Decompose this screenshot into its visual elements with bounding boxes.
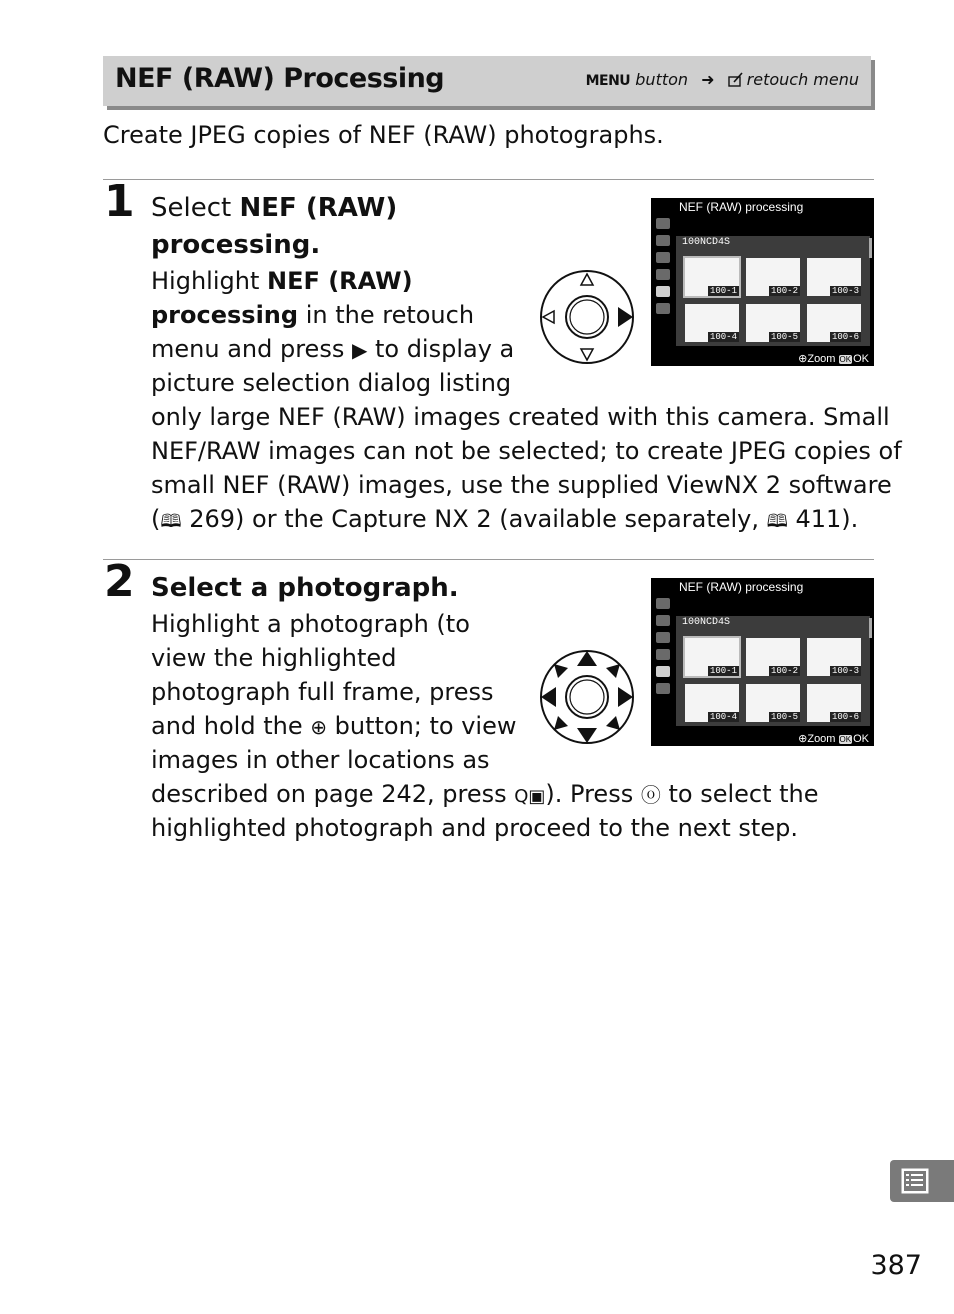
page-number: 387 bbox=[870, 1250, 922, 1281]
zoom-label: Zoom bbox=[807, 733, 836, 745]
text-line: images in other locations as bbox=[151, 746, 490, 774]
thumbnail-label: 100-1 bbox=[709, 286, 737, 296]
text-run: 411). bbox=[787, 505, 859, 533]
thumbnail-label: 100-5 bbox=[770, 332, 798, 342]
zoom-icon: ⊕ bbox=[798, 733, 808, 745]
thumbnail[interactable] bbox=[685, 304, 739, 342]
step-title: Select a photograph. bbox=[151, 573, 459, 603]
thumbnail-label: 100-3 bbox=[831, 286, 859, 296]
thumbnail[interactable] bbox=[746, 304, 800, 342]
divider bbox=[103, 179, 874, 180]
playback-tab-icon bbox=[656, 598, 670, 609]
thumbnail[interactable] bbox=[807, 304, 861, 342]
menu-tabs bbox=[653, 212, 673, 332]
zoom-in-icon: ⊕ bbox=[310, 715, 327, 739]
multi-selector-icon bbox=[538, 648, 636, 746]
step-title bbox=[151, 190, 397, 264]
shooting-tab-icon bbox=[656, 235, 670, 246]
text-line: small NEF (RAW) images, use the supplied ViewNX 2 software bbox=[151, 471, 892, 499]
shooting-tab-icon bbox=[656, 615, 670, 626]
screen-footer bbox=[798, 732, 869, 745]
thumbnail[interactable] bbox=[685, 258, 739, 296]
thumbnail-label: 100-6 bbox=[831, 332, 859, 342]
retouch-menu-label: retouch menu bbox=[746, 70, 859, 89]
thumbnail-label: 100-1 bbox=[709, 666, 737, 676]
text-run: menu and press bbox=[151, 335, 352, 363]
folder-name: 100NCD4S bbox=[682, 617, 731, 628]
thumbnail-label: 100-2 bbox=[770, 286, 798, 296]
step-title-line2: processing. bbox=[151, 230, 321, 260]
setup-tab-icon bbox=[656, 269, 670, 280]
retouch-tab-icon bbox=[656, 666, 670, 677]
text-run: and hold the bbox=[151, 712, 311, 740]
zoom-label: Zoom bbox=[807, 353, 836, 365]
setup-tab-icon bbox=[656, 649, 670, 660]
intro-text: Create JPEG copies of NEF (RAW) photographs. bbox=[103, 121, 664, 149]
ok-key-icon: OK bbox=[839, 735, 852, 744]
bold-term: NEF (RAW) bbox=[266, 267, 413, 295]
text-run: to select the bbox=[660, 780, 819, 808]
step-number: 1 bbox=[104, 176, 135, 227]
custom-tab-icon bbox=[656, 632, 670, 643]
ok-key-icon: OK bbox=[839, 355, 852, 364]
manual-reference-icon: 🕮 bbox=[160, 511, 182, 532]
scrollbar bbox=[869, 618, 872, 638]
thumbnail[interactable] bbox=[807, 638, 861, 676]
menu-guide-tab bbox=[890, 1160, 954, 1202]
ok-label: OK bbox=[853, 353, 869, 365]
custom-tab-icon bbox=[656, 252, 670, 263]
manual-reference-icon: 🕮 bbox=[766, 511, 788, 532]
thumbnail-label: 100-4 bbox=[709, 712, 737, 722]
thumbnail-label: 100-5 bbox=[770, 712, 798, 722]
text-run: to display a bbox=[367, 335, 515, 363]
text-line: photograph full frame, press bbox=[151, 678, 494, 706]
screen-title: NEF (RAW) processing bbox=[679, 580, 804, 594]
text-line: picture selection dialog listing bbox=[151, 369, 512, 397]
thumbnail-label: 100-2 bbox=[770, 666, 798, 676]
screen-footer bbox=[798, 352, 869, 365]
zoom-icon: ⊕ bbox=[798, 353, 808, 365]
retouch-menu-icon bbox=[728, 72, 743, 87]
menu-button-label: MENU bbox=[585, 73, 631, 89]
button-word: button bbox=[635, 70, 689, 89]
screen-title: NEF (RAW) processing bbox=[679, 200, 804, 214]
menu-path bbox=[586, 70, 859, 89]
camera-screen bbox=[651, 198, 874, 366]
right-arrow-icon: ▶ bbox=[351, 338, 368, 362]
text-run: in the retouch bbox=[298, 301, 475, 329]
thumbnail[interactable] bbox=[807, 258, 861, 296]
text-line: only large NEF (RAW) images created with this camera. Small bbox=[151, 403, 890, 431]
playback-tab-icon bbox=[656, 218, 670, 229]
arrow-icon: ➜ bbox=[701, 70, 715, 89]
text-run: 269) or the Capture NX 2 (available separately, bbox=[181, 505, 767, 533]
thumbnail-icon: Q▣ bbox=[514, 786, 546, 807]
step-title-plain: Select bbox=[151, 193, 240, 223]
thumbnail[interactable] bbox=[685, 684, 739, 722]
ok-button-icon: ⓞ bbox=[640, 783, 661, 807]
thumbnail[interactable] bbox=[807, 684, 861, 722]
my-menu-tab-icon bbox=[656, 303, 670, 314]
ok-label: OK bbox=[853, 733, 869, 745]
section-title: NEF (RAW) Processing bbox=[115, 63, 445, 94]
section-header-banner bbox=[103, 56, 871, 106]
text-line: highlighted photograph and proceed to the next step. bbox=[151, 814, 798, 842]
divider bbox=[103, 559, 874, 560]
multi-selector-icon bbox=[538, 268, 636, 366]
text-line: view the highlighted bbox=[151, 644, 397, 672]
text-run: Highlight bbox=[151, 267, 267, 295]
thumbnail-label: 100-3 bbox=[831, 666, 859, 676]
text-run: ). Press bbox=[545, 780, 641, 808]
retouch-tab-icon bbox=[656, 286, 670, 297]
scrollbar bbox=[869, 238, 872, 258]
thumbnail[interactable] bbox=[685, 638, 739, 676]
thumbnail[interactable] bbox=[746, 684, 800, 722]
step-title-term: NEF (RAW) bbox=[239, 193, 398, 223]
thumbnail[interactable] bbox=[746, 258, 800, 296]
text-run: button; to view bbox=[327, 712, 517, 740]
step-number: 2 bbox=[104, 556, 135, 607]
my-menu-tab-icon bbox=[656, 683, 670, 694]
text-line: NEF/RAW images can not be selected; to create JPEG copies of bbox=[151, 437, 902, 465]
bold-term: processing bbox=[151, 301, 299, 329]
thumbnail-label: 100-6 bbox=[831, 712, 859, 722]
text-run: described on page 242, press bbox=[151, 780, 515, 808]
menu-tabs bbox=[653, 592, 673, 712]
camera-screen bbox=[651, 578, 874, 746]
thumbnail-label: 100-4 bbox=[709, 332, 737, 342]
thumbnail[interactable] bbox=[746, 638, 800, 676]
menu-list-icon bbox=[901, 1168, 929, 1194]
text-line: Highlight a photograph (to bbox=[151, 610, 470, 638]
text-run: ( bbox=[151, 505, 161, 533]
folder-name: 100NCD4S bbox=[682, 237, 731, 248]
